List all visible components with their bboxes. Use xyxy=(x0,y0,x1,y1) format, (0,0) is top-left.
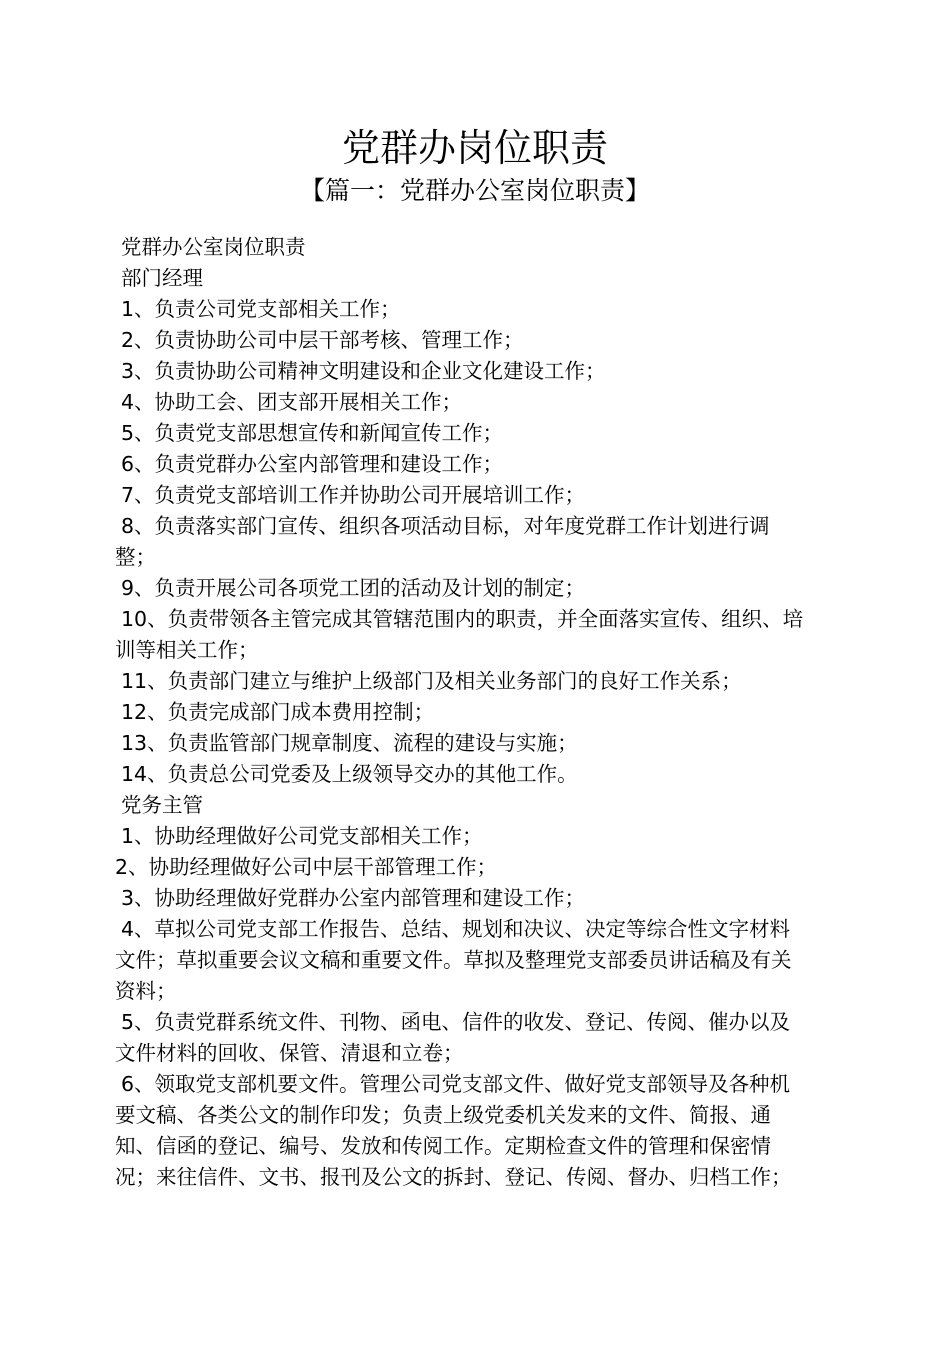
duty-item: 2、协助经理做好公司中层干部管理工作； xyxy=(115,855,498,879)
duty-item: 6、领取党支部机要文件。管理公司党支部文件、做好党支部领导及各种机要文稿、各类公文的制作印发；负责上级党委机关发来的文件、简报、通知、信函的登记、编号、发放和传阅工作。定期检查文件的管理和保密情况；来往信件、文书、报刊及公文的拆封、登记、传阅、督办、归档工作； xyxy=(115,1072,792,1189)
duty-item: 11、负责部门建立与维护上级部门及相关业务部门的良好工作关系； xyxy=(121,669,742,693)
duty-item: 10、负责带领各主管完成其管辖范围内的职责，并全面落实宣传、组织、培训等相关工作； xyxy=(115,607,804,662)
duty-item: 14、负责总公司党委及上级领导交办的其他工作。 xyxy=(121,762,578,786)
duty-item: 3、负责协助公司精神文明建设和企业文化建设工作； xyxy=(121,359,606,383)
duty-item: 4、草拟公司党支部工作报告、总结、规划和决议、决定等综合性文字材料文件；草拟重要会议文稿和重要文件。草拟及整理党支部委员讲话稿及有关资料； xyxy=(115,917,792,1003)
duty-item: 1、负责公司党支部相关工作； xyxy=(121,297,401,321)
document-title: 党群办岗位职责 xyxy=(341,126,608,170)
duty-item: 1、协助经理做好公司党支部相关工作； xyxy=(121,824,483,848)
duty-item: 5、负责党群系统文件、刊物、函电、信件的收发、登记、传阅、催办以及文件材料的回收、保管、清退和立卷； xyxy=(115,1010,791,1065)
document-body xyxy=(115,232,805,1193)
document-subtitle: 【篇一：党群办公室岗位职责】 xyxy=(299,176,650,205)
role-heading: 党务主管 xyxy=(121,793,203,817)
duty-item: 4、协助工会、团支部开展相关工作； xyxy=(121,390,463,414)
duty-item: 7、负责党支部培训工作并协助公司开展培训工作； xyxy=(121,483,586,507)
section-heading: 党群办公室岗位职责 xyxy=(121,235,306,259)
duty-item: 5、负责党支部思想宣传和新闻宣传工作； xyxy=(121,421,504,445)
duty-item: 13、负责监管部门规章制度、流程的建设与实施； xyxy=(121,731,578,755)
duty-item: 8、负责落实部门宣传、组织各项活动目标，对年度党群工作计划进行调整； xyxy=(115,514,770,569)
role-heading: 部门经理 xyxy=(121,266,203,290)
duty-item: 3、协助经理做好党群办公室内部管理和建设工作； xyxy=(121,886,586,910)
duty-item: 2、负责协助公司中层干部考核、管理工作； xyxy=(121,328,524,352)
duty-item: 9、负责开展公司各项党工团的活动及计划的制定； xyxy=(121,576,586,600)
duty-item: 12、负责完成部门成本费用控制； xyxy=(121,700,435,724)
duty-item: 6、负责党群办公室内部管理和建设工作； xyxy=(121,452,504,476)
